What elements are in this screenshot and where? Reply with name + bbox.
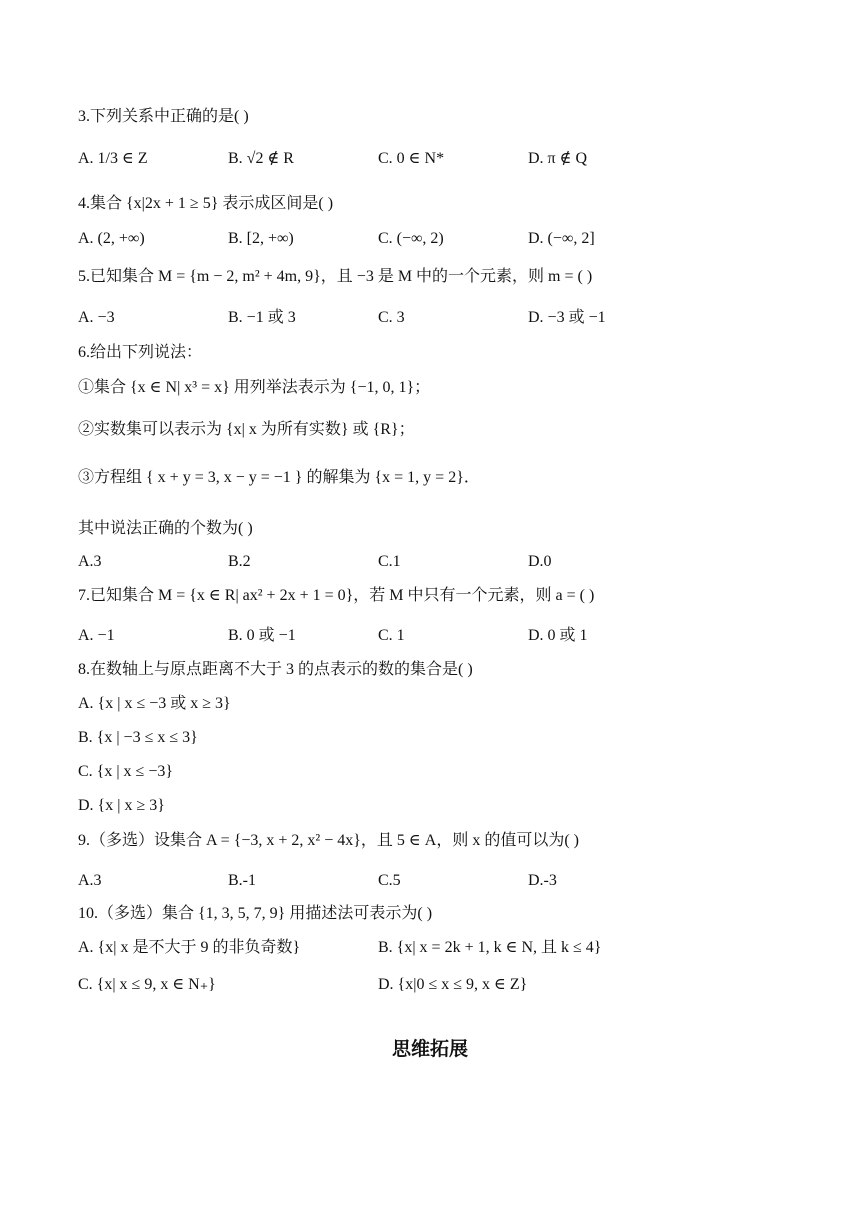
question-9-option-c: C.5 [378, 872, 401, 889]
question-7-option-c: C. 1 [378, 627, 405, 644]
question-6-option-a: A.3 [78, 553, 102, 570]
question-10-option-b: B. {x| x = 2k + 1, k ∈ N, 且 k ≤ 4} [378, 939, 602, 956]
question-6-option-c: C.1 [378, 553, 401, 570]
section-heading: 思维拓展 [391, 1038, 468, 1060]
question-6-statement-2: ②实数集可以表示为 {x| x 为所有实数} 或 {R}； [78, 421, 415, 438]
question-5-stem: 5.已知集合 M = {m − 2, m² + 4m, 9}，且 −3 是 M 中的一个元素，则 m = ( ) [78, 268, 593, 285]
question-8-option-b: B. {x | −3 ≤ x ≤ 3} [78, 729, 198, 746]
question-6-statement-3: ③方程组 { x + y = 3, x − y = −1 } 的解集为 {x = 1, y = 2}． [78, 469, 480, 486]
question-5-option-b: B. −1 或 3 [228, 309, 296, 326]
question-6-option-d: D.0 [528, 553, 552, 570]
question-10-option-c: C. {x| x ≤ 9, x ∈ N₊} [78, 976, 216, 993]
question-7-stem: 7.已知集合 M = {x ∈ R| ax² + 2x + 1 = 0}，若 M 中只有一个元素，则 a = ( ) [78, 587, 595, 604]
question-9-option-b: B.-1 [228, 872, 256, 889]
question-4-option-a: A. (2, +∞) [78, 230, 145, 247]
question-10-option-a: A. {x| x 是不大于 9 的非负奇数} [78, 939, 301, 956]
question-4-option-d: D. (−∞, 2] [528, 230, 595, 247]
question-5-option-d: D. −3 或 −1 [528, 309, 606, 326]
question-6-statement-1: ①集合 {x ∈ N| x³ = x} 用列举法表示为 {−1, 0, 1}； [78, 379, 431, 396]
question-8-option-a: A. {x | x ≤ −3 或 x ≥ 3} [78, 695, 231, 712]
question-5-option-c: C. 3 [378, 309, 405, 326]
question-9-option-a: A.3 [78, 872, 102, 889]
question-7-option-b: B. 0 或 −1 [228, 627, 296, 644]
question-4-option-c: C. (−∞, 2) [378, 230, 444, 247]
question-10-stem: 10.（多选）集合 {1, 3, 5, 7, 9} 用描述法可表示为( ) [78, 905, 433, 922]
question-3-option-b: B. √2 ∉ R [228, 150, 294, 167]
question-3-option-c: C. 0 ∈ N* [378, 150, 445, 167]
question-9-option-d: D.-3 [528, 872, 557, 889]
question-6-option-b: B.2 [228, 553, 251, 570]
question-5-option-a: A. −3 [78, 309, 115, 326]
question-8-option-d: D. {x | x ≥ 3} [78, 797, 165, 814]
question-8-option-c: C. {x | x ≤ −3} [78, 763, 174, 780]
question-9-stem: 9.（多选）设集合 A = {−3, x + 2, x² − 4x}，且 5 ∈ A，则 x 的值可以为( ) [78, 832, 579, 849]
question-7-option-d: D. 0 或 1 [528, 627, 588, 644]
question-8-stem: 8.在数轴上与原点距离不大于 3 的点表示的数的集合是( ) [78, 661, 473, 678]
question-7-option-a: A. −1 [78, 627, 115, 644]
question-4-stem: 4.集合 {x|2x + 1 ≥ 5} 表示成区间是( ) [78, 195, 334, 212]
question-6-prompt: 其中说法正确的个数为( ) [78, 520, 253, 537]
question-4-option-b: B. [2, +∞) [228, 230, 294, 247]
question-3-option-a: A. 1/3 ∈ Z [78, 150, 148, 167]
question-3-stem: 3.下列关系中正确的是( ) [78, 108, 249, 125]
question-6-stem: 6.给出下列说法： [78, 344, 203, 361]
question-10-option-d: D. {x|0 ≤ x ≤ 9, x ∈ Z} [378, 976, 528, 993]
question-3-option-d: D. π ∉ Q [528, 150, 588, 167]
